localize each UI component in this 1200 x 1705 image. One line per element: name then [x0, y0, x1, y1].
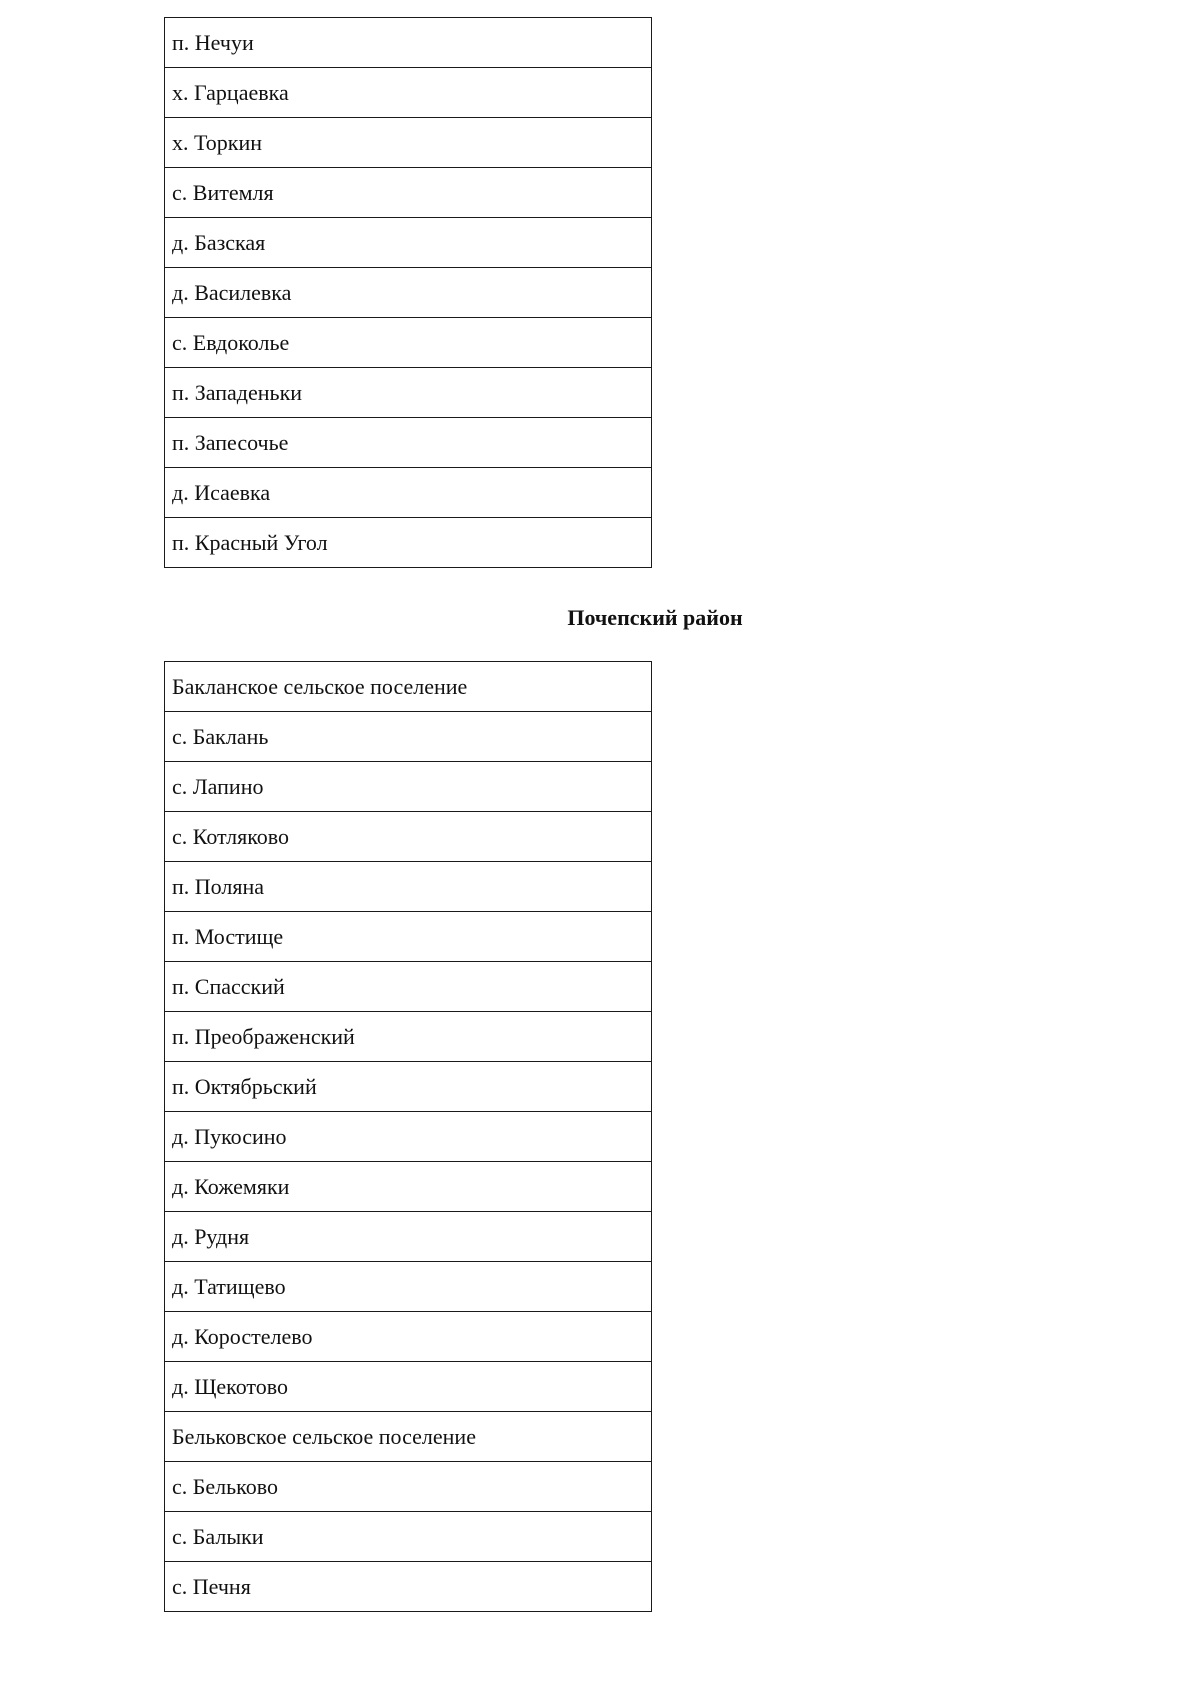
table-cell: д. Татищево — [165, 1262, 652, 1312]
table-cell: с. Котляково — [165, 812, 652, 862]
table-cell: д. Коростелево — [165, 1312, 652, 1362]
table-cell: п. Преображенский — [165, 1012, 652, 1062]
table-row — [165, 1412, 652, 1462]
table-row — [165, 368, 652, 418]
table-row — [165, 1162, 652, 1212]
table-cell: с. Бельково — [165, 1462, 652, 1512]
table-row — [165, 812, 652, 862]
table-row — [165, 1462, 652, 1512]
table-cell: п. Западеньки — [165, 368, 652, 418]
table-row — [165, 862, 652, 912]
table-cell: с. Баклань — [165, 712, 652, 762]
table-cell: с. Балыки — [165, 1512, 652, 1562]
table-cell: д. Щекотово — [165, 1362, 652, 1412]
settlements-table-continued — [164, 17, 652, 568]
table-cell: п. Мостище — [165, 912, 652, 962]
table-row — [165, 1212, 652, 1262]
table-cell: Бельковское сельское поселение — [165, 1412, 652, 1462]
table-row — [165, 1062, 652, 1112]
table-row — [165, 218, 652, 268]
table-row — [165, 168, 652, 218]
table-cell: х. Торкин — [165, 118, 652, 168]
table-cell: д. Рудня — [165, 1212, 652, 1262]
table-row — [165, 712, 652, 762]
table-row — [165, 1512, 652, 1562]
table-row — [165, 68, 652, 118]
table-cell: п. Поляна — [165, 862, 652, 912]
table-row — [165, 1312, 652, 1362]
table-row — [165, 962, 652, 1012]
table-row — [165, 18, 652, 68]
table-cell: х. Гарцаевка — [165, 68, 652, 118]
table-cell: п. Красный Угол — [165, 518, 652, 568]
table-cell: с. Витемля — [165, 168, 652, 218]
table-row — [165, 1012, 652, 1062]
table-cell: Бакланское сельское поселение — [165, 662, 652, 712]
table-cell: с. Лапино — [165, 762, 652, 812]
section-heading-district: Почепский район — [567, 605, 743, 630]
table-cell: д. Исаевка — [165, 468, 652, 518]
table-cell: п. Спасский — [165, 962, 652, 1012]
table-row — [165, 762, 652, 812]
table-row — [165, 1262, 652, 1312]
table-row — [165, 468, 652, 518]
table-row — [165, 268, 652, 318]
table-cell: с. Евдоколье — [165, 318, 652, 368]
table-cell: д. Кожемяки — [165, 1162, 652, 1212]
table-cell: д. Василевка — [165, 268, 652, 318]
table-row — [165, 1112, 652, 1162]
table-cell: с. Печня — [165, 1562, 652, 1612]
table-cell: п. Запесочье — [165, 418, 652, 468]
table-row — [165, 1562, 652, 1612]
table-row — [165, 518, 652, 568]
table-cell: п. Октябрьский — [165, 1062, 652, 1112]
table-row — [165, 912, 652, 962]
table-row — [165, 118, 652, 168]
table-cell: п. Нечуи — [165, 18, 652, 68]
table-row — [165, 318, 652, 368]
settlements-table-pochep-district — [164, 661, 652, 1612]
table-cell: д. Базская — [165, 218, 652, 268]
table-row — [165, 662, 652, 712]
table-row — [165, 418, 652, 468]
table-cell: д. Пукосино — [165, 1112, 652, 1162]
table-row — [165, 1362, 652, 1412]
